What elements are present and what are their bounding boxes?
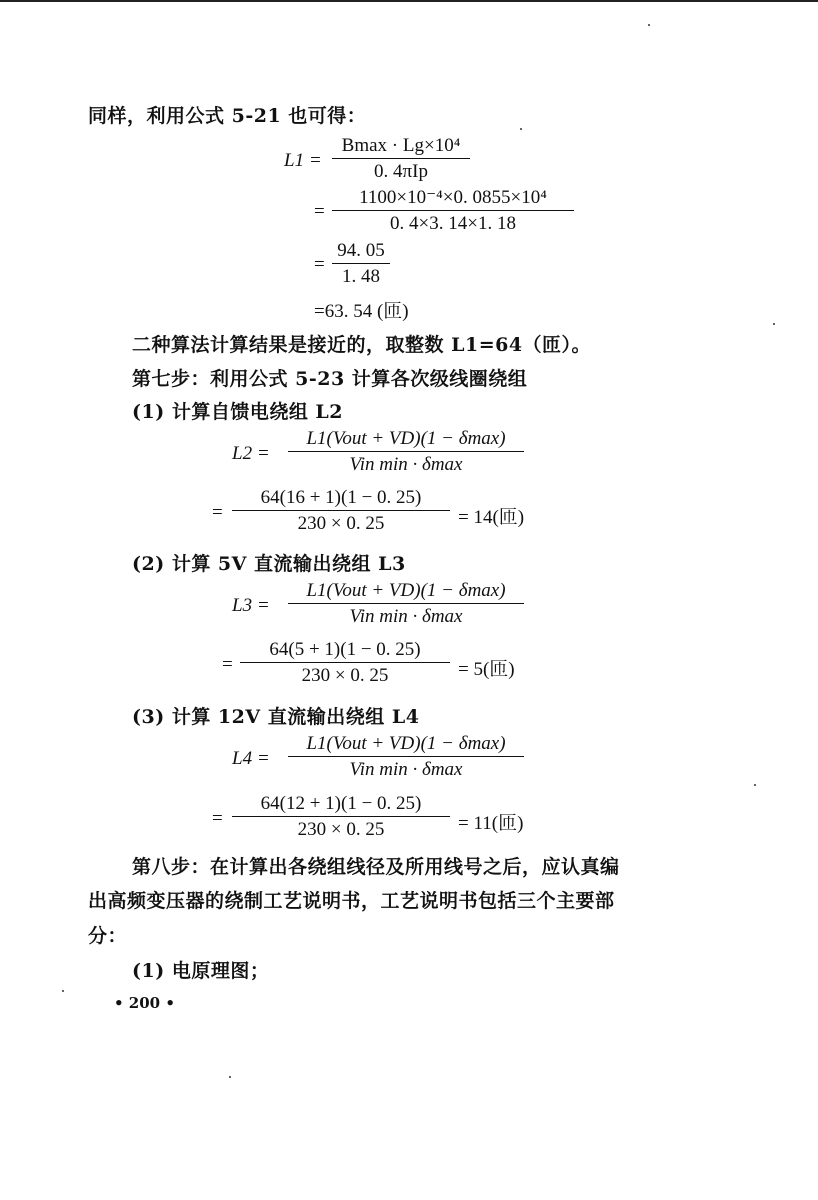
fraction-bar <box>332 263 390 264</box>
fraction-bar <box>240 662 450 663</box>
item-1-general-fraction <box>288 428 524 476</box>
item-2-general-num: L1(Vout + VD)(1 − δmax) <box>306 580 506 601</box>
item-1-general-den: Vin min · δmax <box>349 454 463 475</box>
conclusion-text: 二种算法计算结果是接近的，取整数 L1=64（匝）。 <box>132 334 592 356</box>
item-2-heading: (2) 计算 5V 直流输出绕组 L3 <box>132 553 406 575</box>
item-3-general-fraction <box>288 733 524 781</box>
item-2-general-den: Vin min · δmax <box>349 606 463 627</box>
item-1-general-num: L1(Vout + VD)(1 − δmax) <box>306 428 506 449</box>
item-1-substituted-den: 230 × 0. 25 <box>297 513 385 534</box>
item-2-result: = 5(匝) <box>458 659 515 680</box>
fraction-bar <box>288 603 524 604</box>
item-3-lhs: L4 = <box>232 748 270 769</box>
item-1-substituted-fraction <box>232 487 450 535</box>
fraction-bar <box>332 210 574 211</box>
item-1-substituted-num: 64(16 + 1)(1 − 0. 25) <box>260 487 422 508</box>
item-2-substituted-fraction <box>240 639 450 687</box>
equals-sign: = <box>314 254 325 275</box>
item-3-substituted-num: 64(12 + 1)(1 − 0. 25) <box>260 793 422 814</box>
item-1-result: = 14(匝) <box>458 507 525 528</box>
fraction-bar <box>288 756 524 757</box>
fraction-bar <box>288 451 524 452</box>
scan-speck <box>62 990 64 992</box>
item-2-lhs: L3 = <box>232 595 270 616</box>
item-3-heading: (3) 计算 12V 直流输出绕组 L4 <box>132 706 420 728</box>
item-3-general-den: Vin min · δmax <box>349 759 463 780</box>
fraction-bar <box>232 816 450 817</box>
item-3-general-num: L1(Vout + VD)(1 − δmax) <box>306 733 506 754</box>
equals-sign: = <box>222 654 233 675</box>
equals-sign: = <box>314 201 325 222</box>
equals-sign: = <box>212 808 223 829</box>
formula-l1-den-3: 1. 48 <box>342 266 380 287</box>
formula-l1-fraction-3 <box>332 240 390 288</box>
step8-line-2: 出高频变压器的绕制工艺说明书，工艺说明书包括三个主要部 <box>88 890 615 912</box>
formula-l1-fraction-2 <box>332 187 574 235</box>
scan-speck <box>773 323 775 325</box>
fraction-bar <box>332 158 470 159</box>
fraction-bar <box>232 510 450 511</box>
formula-l1-fraction-1 <box>332 135 470 183</box>
item-3-result: = 11(匝) <box>458 813 524 834</box>
intro-text: 同样，利用公式 5-21 也可得： <box>88 105 367 127</box>
item-3-substituted-den: 230 × 0. 25 <box>297 819 385 840</box>
formula-l1-result: =63. 54 (匝) <box>314 301 409 322</box>
equals-sign: = <box>212 502 223 523</box>
item-2-substituted-den: 230 × 0. 25 <box>301 665 389 686</box>
formula-l1-den-1: 0. 4πIp <box>374 161 428 182</box>
formula-l1-num-1: Bmax · Lg×10⁴ <box>341 135 461 156</box>
scan-speck <box>648 24 650 26</box>
item-1-lhs: L2 = <box>232 443 270 464</box>
formula-l1-den-2: 0. 4×3. 14×1. 18 <box>390 213 516 234</box>
step8-line-1: 第八步：在计算出各绕组线径及所用线号之后，应认真编 <box>132 856 620 878</box>
scan-speck <box>520 128 522 130</box>
top-border-line <box>0 0 818 2</box>
item-2-general-fraction <box>288 580 524 628</box>
formula-l1-num-2: 1100×10⁻⁴×0. 0855×10⁴ <box>359 187 547 208</box>
scan-speck <box>754 784 756 786</box>
item-1-heading: (1) 计算自馈电绕组 L2 <box>132 401 344 423</box>
item-2-substituted-num: 64(5 + 1)(1 − 0. 25) <box>269 639 421 660</box>
formula-l1-lhs: L1 = <box>284 150 322 171</box>
page-number: • 200 • <box>114 994 175 1012</box>
item-3-substituted-fraction <box>232 793 450 841</box>
step8-line-3: 分： <box>88 925 128 947</box>
formula-l1-num-3: 94. 05 <box>337 240 385 261</box>
step7-title: 第七步：利用公式 5-23 计算各次级线圈绕组 <box>132 368 528 390</box>
scan-speck <box>229 1076 231 1078</box>
list-item-1: (1) 电原理图； <box>132 960 270 982</box>
